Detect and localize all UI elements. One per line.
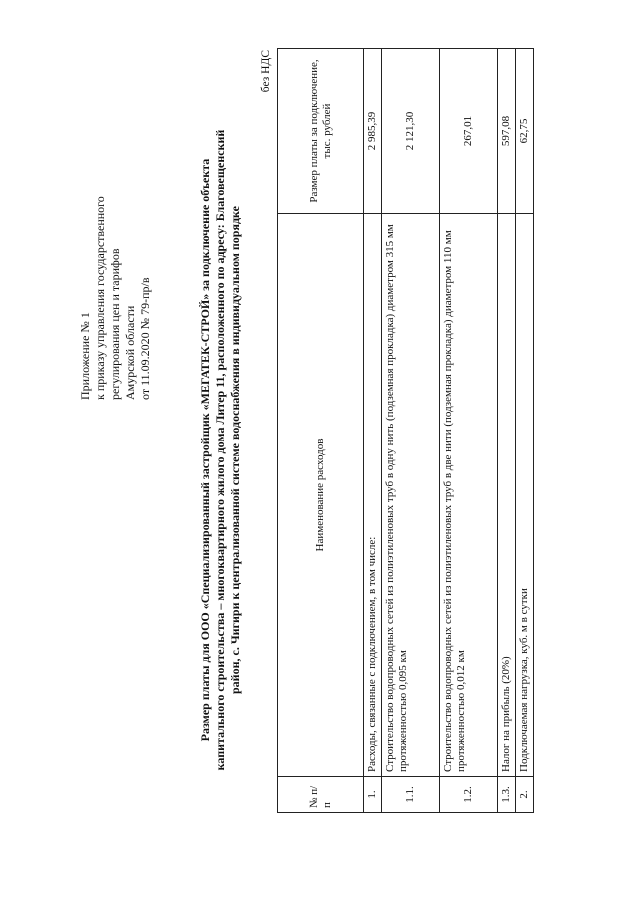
row-value: 267,01 [440,49,498,214]
header-number: № п/п [278,777,364,813]
title-line: Размер платы для ООО «Специализированный застройщик «МЕГАТЕК-СТРОЙ» за подключение объекта [198,158,212,742]
table-row [516,49,534,813]
row-name: Расходы, связанные с подключением, в том числе: [364,214,382,777]
title-line: капитального строительства – многоквартирного жилого дома Литер 11, расположенного по адресу: Благовещенский [213,129,227,771]
row-value: 62,75 [516,49,534,214]
table-row [364,49,382,813]
row-number: 1.2. [440,777,498,813]
table-row [440,49,498,813]
connection-fee-table [277,48,534,813]
appendix-line: Амурской области [123,305,137,400]
row-number: 1. [364,777,382,813]
row-name: Строительство водопроводных сетей из полиэтиленовых труб в одну нить (подземная прокладка) диаметром 315 мм протяженностью 0,095 км [382,214,440,777]
row-number: 2. [516,777,534,813]
row-value: 2 985,39 [364,49,382,214]
table-row [382,49,440,813]
row-number: 1.1. [382,777,440,813]
appendix-reference-block [78,40,153,400]
row-number: 1.3. [498,777,516,813]
row-value: 597,08 [498,49,516,214]
document-title [198,55,243,845]
row-value: 2 121,30 [382,49,440,214]
table-header-row [278,49,364,813]
row-name: Подключаемая нагрузка, куб. м в сутки [516,214,534,777]
table-row [498,49,516,813]
appendix-line: к приказу управления государственного [93,196,107,400]
row-name: Налог на прибыль (20%) [498,214,516,777]
title-line: район, с. Чигири к централизованной системе водоснабжения в индивидуальном порядке [228,206,242,694]
row-name: Строительство водопроводных сетей из полиэтиленовых труб в две нити (подземная прокладка) диаметром 110 мм протяженностью 0,012 км [440,214,498,777]
header-value: Размер платы за подключение, тыс. рублей [278,49,364,214]
appendix-line: регулирования цен и тарифов [108,248,122,400]
appendix-line: Приложение № 1 [78,312,92,400]
appendix-line: от 11.09.2020 № 79-пр/в [138,277,152,400]
header-name: Наименование расходов [278,214,364,777]
vat-note: без НДС [260,50,272,93]
